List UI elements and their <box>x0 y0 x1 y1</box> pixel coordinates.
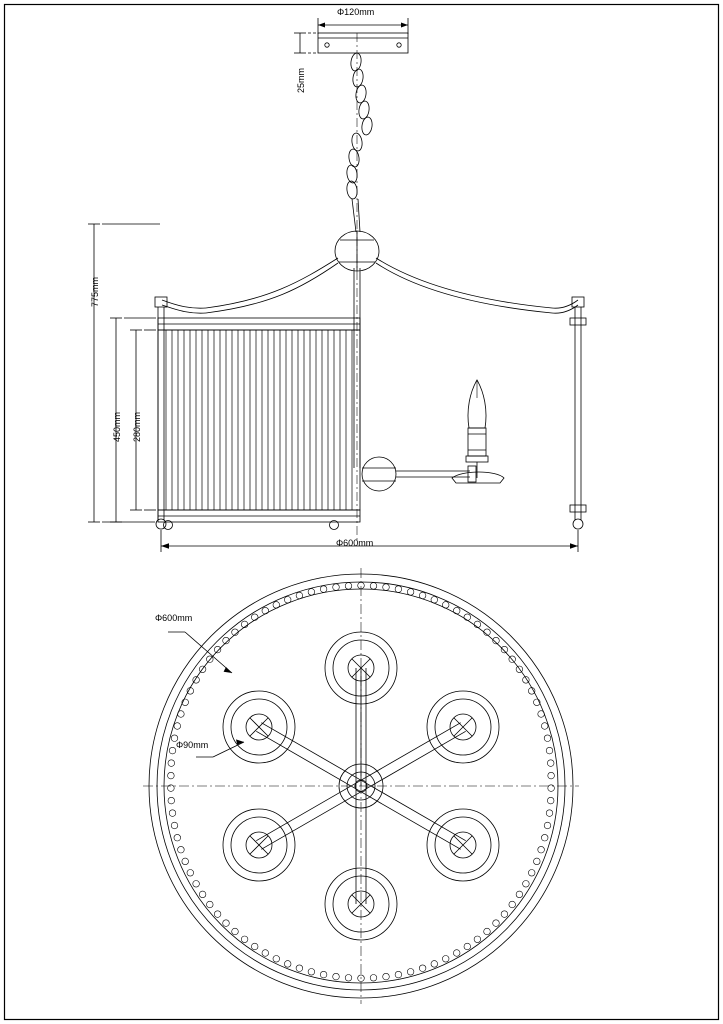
dim-label-canopy-height: 25mm <box>296 67 306 93</box>
arms <box>162 258 578 313</box>
dim-label-shade-to-bottom: 450mm <box>112 411 122 442</box>
dim-label-shade-height: 280mm <box>132 411 142 442</box>
dim-canopy-diameter <box>318 18 408 34</box>
left-support-rod <box>155 297 167 529</box>
canopy <box>318 33 408 53</box>
right-support-rod <box>570 297 586 529</box>
shade-top-rail <box>158 318 360 330</box>
plan-view <box>143 568 579 1004</box>
dim-label-overall-diameter: Φ600mm <box>336 538 374 548</box>
bulb <box>468 380 486 428</box>
chain <box>346 52 373 232</box>
shade-bottom-rail <box>158 510 360 530</box>
candle-socket <box>452 428 504 483</box>
sheet-border <box>5 5 719 1020</box>
dim-total-drop <box>88 224 160 522</box>
dim-label-total-drop: 775mm <box>90 276 100 307</box>
shade-body <box>158 330 360 510</box>
dim-label-socket-diameter: Φ90mm <box>176 740 209 750</box>
socket-arm <box>396 466 476 482</box>
dim-label-canopy-diameter: Φ120mm <box>337 7 375 17</box>
dim-label-plan-diameter: Φ600mm <box>155 613 193 623</box>
dim-canopy-height <box>294 33 318 53</box>
lower-hub <box>362 457 396 491</box>
